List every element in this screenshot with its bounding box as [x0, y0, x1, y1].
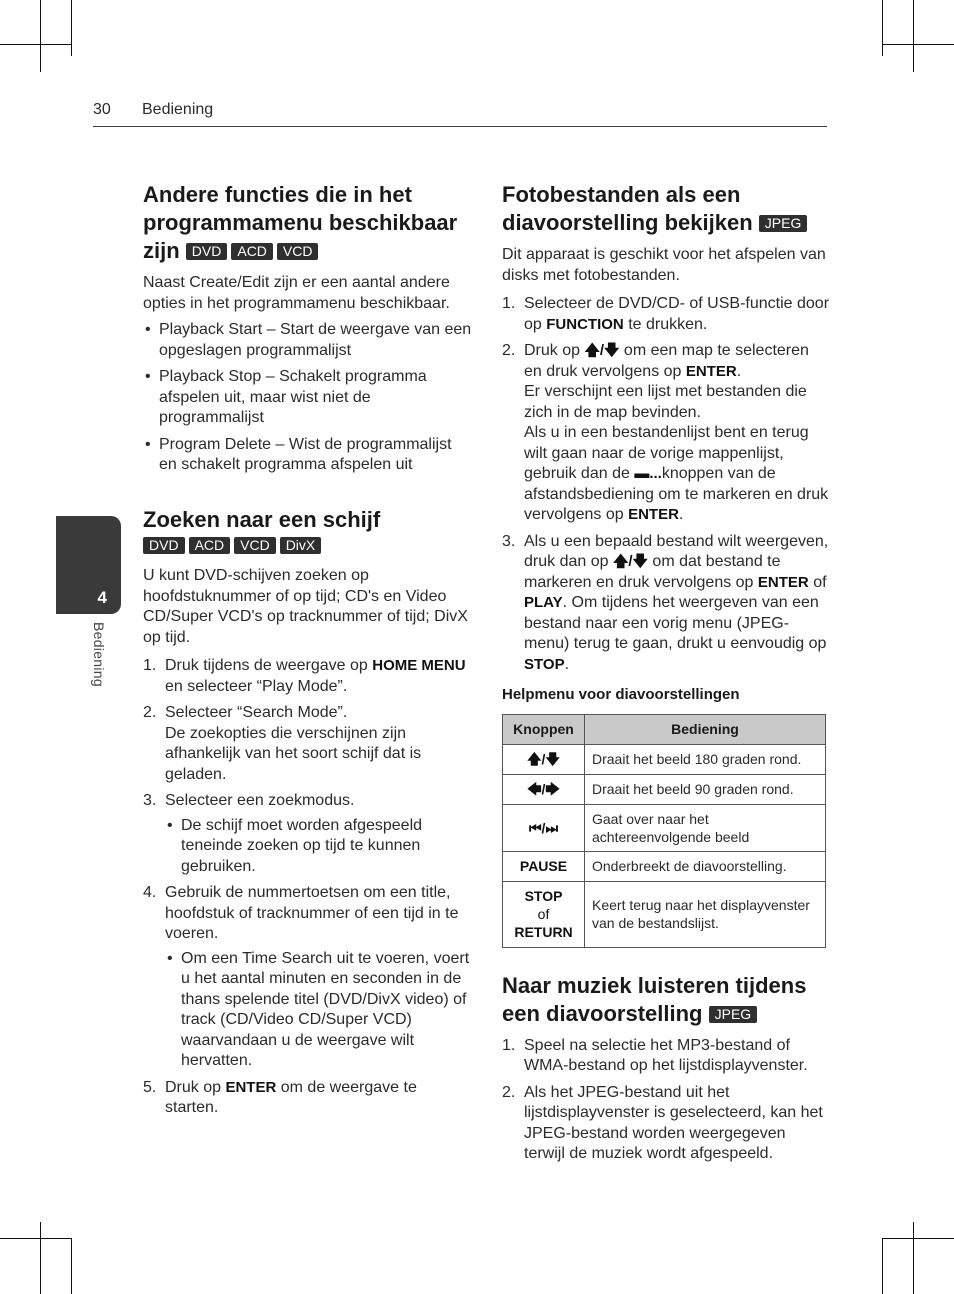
list-item: 1. Speel na selectie het MP3-bestand of WMA-bestand op het lijstdisplayvenster. [502, 1036, 808, 1074]
table-cell: PAUSE [503, 851, 585, 881]
chapter-tab [56, 516, 121, 614]
section-heading: Zoeken naar een schijf [143, 506, 381, 532]
list-item: • Program Delete – Wist de programmalijst en schakelt programma afspelen uit [143, 435, 473, 476]
crop-mark [40, 1222, 41, 1294]
format-badge: JPEG [759, 215, 808, 232]
table-cell: Draait het beeld 90 graden rond. [585, 774, 826, 804]
table-row [503, 804, 826, 851]
list-item: • Om een Time Search uit te voeren, voert u het aantal minuten en seconden in de thans spelende titel (DVD/DivX video) of track (CD/Video CD/Super VCD) waarvandaan u de weergave wilt hervatten. [165, 949, 473, 1072]
disc-badge: VCD [234, 537, 276, 554]
left-right-arrow-icon: 🡄/🡆 [503, 774, 585, 804]
disc-badge: DivX [280, 537, 322, 554]
crop-mark [882, 1238, 954, 1239]
section-heading: Fotobestanden als een diavoorstelling bekijken JPEG [502, 181, 830, 237]
crop-mark [0, 1238, 72, 1239]
disc-badge: DVD [186, 243, 228, 260]
list-item: 2. Selecteer “Search Mode”. De zoekopties die verschijnen zijn afhankelijk van het soort schijf dat is geladen. [143, 704, 422, 783]
page-header [93, 101, 827, 127]
list-item: 3. Selecteer een zoekmodus. • De schijf moet worden afgespeeld teneinde zoeken op tijd te kunnen gebruiken. [143, 791, 473, 877]
disc-badge: ACD [231, 243, 273, 260]
bullet-list [165, 949, 473, 1072]
list-item: 4. Gebruik de nummertoetsen om een title, hoofdstuk of tracknummer of een tijd in te voeren. • Om een Time Search uit te voeren, voert u het aantal minuten en seconden in de thans spelende titel (DVD/DivX video) of track (CD/Video CD/Super VCD) waarvandaan u de weergave wilt hervatten. [143, 883, 473, 1072]
table-header-row [503, 714, 826, 744]
table-cell: Onderbreekt de diavoorstelling. [585, 851, 826, 881]
crop-mark [882, 0, 883, 56]
paragraph: Naast Create/Edit zijn er een aantal andere opties in het programmamenu beschikbaar. [143, 274, 450, 312]
table-row [503, 744, 826, 774]
left-column [143, 181, 473, 1125]
column-header: Knoppen [503, 714, 585, 744]
numbered-list [502, 294, 830, 675]
bullet-list [143, 320, 473, 476]
list-item: • Playback Stop – Schakelt programma afspelen uit, maar wist niet de programmalijst [143, 367, 473, 429]
table-cell: Gaat over naar het achtereenvolgende beeld [585, 804, 826, 851]
crop-mark [913, 1222, 914, 1294]
table-cell: Keert terug naar het displayvenster van de bestandslijst. [585, 881, 826, 947]
skip-prev-next-icon: ⏮/⏭ [503, 804, 585, 851]
badge-row [143, 537, 473, 559]
disc-badge: ACD [189, 537, 231, 554]
numbered-list [502, 1036, 830, 1165]
list-item: 2. Als het JPEG-bestand uit het lijstdisplayvenster is geselecteerd, kan het JPEG-bestand worden weergegeven terwijl de muziek wordt afgespeeld. [502, 1083, 823, 1162]
list-item: 1. Druk tijdens de weergave op HOME MENU en selecteer “Play Mode”. [143, 657, 466, 695]
table-cell: STOP of RETURN [503, 881, 585, 947]
table-row [503, 774, 826, 804]
chapter-number: 4 [97, 588, 107, 607]
table-row [503, 851, 826, 881]
up-down-arrow-icon: 🡅/🡇 [612, 553, 648, 570]
section-heading: Andere functies die in het programmamenu beschikbaar zijn DVD ACD VCD [143, 182, 458, 263]
list-item: 3. Als u een bepaald bestand wilt weergeven, druk dan op 🡅/🡇 om dat bestand te markeren en druk vervolgens op ENTER of PLAY. Om tijdens het weergeven van een bestand naar een vorig menu (JPEG-menu) terug te gaan, drukt u eenvoudig op STOP. [502, 532, 829, 673]
paragraph: Dit apparaat is geschikt voor het afspelen van disks met fotobestanden. [502, 246, 826, 284]
list-item: • De schijf moet worden afgespeeld teneinde zoeken op tijd te kunnen gebruiken. [165, 816, 473, 878]
crop-mark [0, 44, 72, 45]
table-cell: Draait het beeld 180 graden rond. [585, 744, 826, 774]
crop-mark [71, 1238, 72, 1294]
format-badge: JPEG [709, 1006, 758, 1023]
right-column [502, 181, 830, 1171]
crop-mark [71, 0, 72, 56]
crop-mark [40, 0, 41, 72]
section-title: Bediening [142, 101, 214, 118]
disc-badge: DVD [143, 537, 185, 554]
chapter-label: Bediening [91, 622, 107, 687]
disc-badge: VCD [277, 243, 319, 260]
crop-mark [882, 1238, 883, 1294]
list-item: • Playback Start – Start de weergave van een opgeslagen programmalijst [143, 320, 473, 361]
section-heading: Naar muziek luisteren tijdens een diavoorstelling JPEG [502, 972, 807, 1026]
numbered-list [143, 656, 473, 1119]
list-item: 1. Selecteer de DVD/CD- of USB-functie door op FUNCTION te drukken. [502, 295, 830, 333]
column-header: Bediening [585, 714, 826, 744]
bullet-list [165, 816, 473, 878]
up-down-arrow-icon: 🡅/🡇 [503, 744, 585, 774]
up-down-arrow-icon: 🡅/🡇 [584, 342, 620, 359]
page-number: 30 [93, 101, 111, 118]
folder-icon: ▬... [634, 465, 662, 482]
list-item: 5. Druk op ENTER om de weergave te starten. [143, 1078, 417, 1116]
list-item: 2. Druk op 🡅/🡇 om een map te selecteren en druk vervolgens op ENTER. Er verschijnt een lijst met bestanden die zich in de map bevinden. Als u in een bestandenlijst bent en terug wilt gaan naar de vorige mappenlijst, gebruik dan de ▬...knoppen van de afstandsbediening om te markeren en druk vervolgens op ENTER. [502, 342, 829, 523]
table-row [503, 881, 826, 947]
paragraph: U kunt DVD-schijven zoeken op hoofdstuknummer of op tijd; CD's en Video CD/Super VCD's op tracknummer of tijd; DivX op tijd. [143, 567, 468, 646]
crop-mark [882, 44, 954, 45]
help-table [502, 714, 826, 948]
crop-mark [913, 0, 914, 72]
table-caption: Helpmenu voor diavoorstellingen [502, 686, 740, 703]
